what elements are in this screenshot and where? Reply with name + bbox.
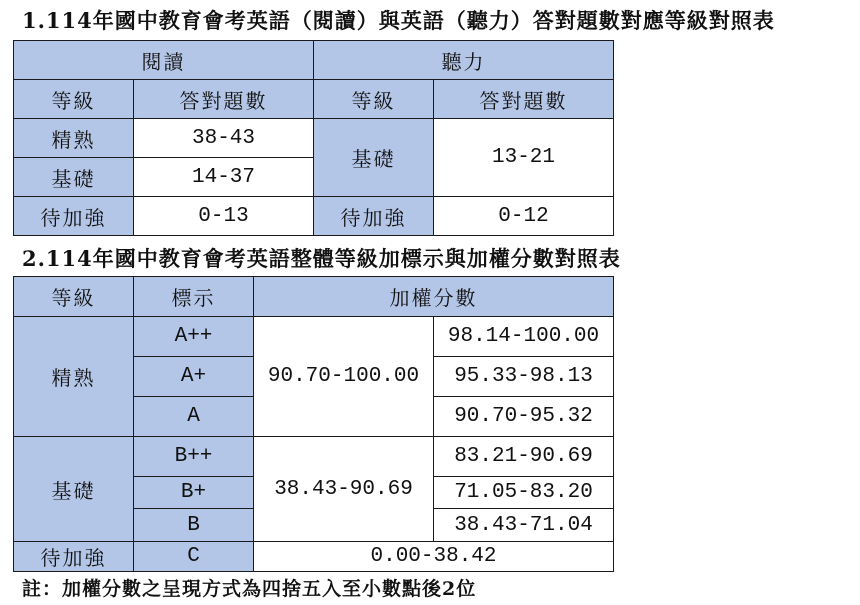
listening-level-cell: 待加強 <box>314 197 434 236</box>
level-cell: 精熟 <box>14 317 134 437</box>
mark-cell: A <box>134 397 254 437</box>
level-cell: 基礎 <box>14 437 134 542</box>
reading-correct-col-header: 答對題數 <box>134 80 314 119</box>
reading-correct-cell: 0-13 <box>134 197 314 236</box>
range-cell: 38.43-90.69 <box>254 437 434 542</box>
table1-title: 1.114年國中教育會考英語（閱讀）與英語（聽力）答對題數對應等級對照表 <box>22 8 775 33</box>
listening-correct-cell: 13-21 <box>434 119 614 197</box>
reading-level-cell: 待加強 <box>14 197 134 236</box>
mark-cell: B <box>134 509 254 542</box>
table-row <box>14 317 614 357</box>
reading-header: 閱讀 <box>14 41 314 80</box>
reading-level-col-header: 等級 <box>14 80 134 119</box>
mark-cell: A++ <box>134 317 254 357</box>
level-cell: 待加強 <box>14 542 134 572</box>
mark-cell: B++ <box>134 437 254 477</box>
weighted-score-table <box>13 276 614 572</box>
reading-level-cell: 基礎 <box>14 158 134 197</box>
table-row <box>14 437 614 477</box>
listening-correct-col-header: 答對題數 <box>434 80 614 119</box>
listening-correct-cell: 0-12 <box>434 197 614 236</box>
score-col-header: 加權分數 <box>254 277 614 317</box>
table-row <box>14 197 614 236</box>
table-row <box>14 542 614 572</box>
mark-cell: B+ <box>134 477 254 509</box>
score-cell: 83.21-90.69 <box>434 437 614 477</box>
score-cell: 71.05-83.20 <box>434 477 614 509</box>
footnote: 註：加權分數之呈現方式為四捨五入至小數點後2位 <box>22 578 477 600</box>
score-cell: 98.14-100.00 <box>434 317 614 357</box>
reading-correct-cell: 38-43 <box>134 119 314 158</box>
listening-level-col-header: 等級 <box>314 80 434 119</box>
score-cell: 90.70-95.32 <box>434 397 614 437</box>
table-row <box>14 119 614 158</box>
answer-count-level-table <box>13 40 614 236</box>
reading-correct-cell: 14-37 <box>134 158 314 197</box>
mark-cell: A+ <box>134 357 254 397</box>
listening-header: 聽力 <box>314 41 614 80</box>
score-cell: 95.33-98.13 <box>434 357 614 397</box>
table2-title: 2.114年國中教育會考英語整體等級加標示與加權分數對照表 <box>22 246 621 271</box>
level-col-header: 等級 <box>14 277 134 317</box>
mark-col-header: 標示 <box>134 277 254 317</box>
range-cell: 90.70-100.00 <box>254 317 434 437</box>
reading-level-cell: 精熟 <box>14 119 134 158</box>
mark-cell: C <box>134 542 254 572</box>
listening-level-cell: 基礎 <box>314 119 434 197</box>
score-cell: 0.00-38.42 <box>254 542 614 572</box>
score-cell: 38.43-71.04 <box>434 509 614 542</box>
